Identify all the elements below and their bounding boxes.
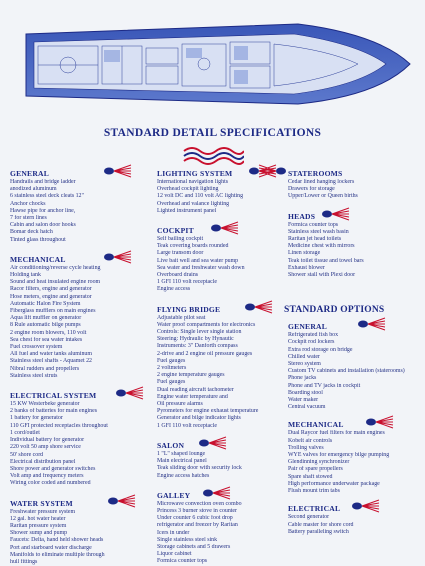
list-item: Drawers for storage <box>288 186 335 193</box>
list-item: Fiberglass mufflers on main engines <box>10 308 96 315</box>
list-item: Fuel gauges <box>157 379 186 386</box>
section-title: WATER SYSTEM <box>10 498 73 508</box>
list-item: Main electrical panel <box>157 458 207 465</box>
list-item: Single stainless steel sink <box>157 536 218 543</box>
list-item: Formica counter tops <box>157 558 208 565</box>
list-item: Central vacuum <box>288 404 326 411</box>
list-item: Teak covering boards rounded <box>157 243 229 250</box>
list-item: Water proof compartments for electronics <box>157 321 256 328</box>
list-item: Sea chest for sea water intakes <box>10 336 83 343</box>
flying-bridge-items <box>157 315 287 430</box>
list-item: Shower stall with Plexi door <box>288 272 356 279</box>
list-item: Formica counter tops <box>288 221 339 228</box>
mechanical-items <box>10 265 140 380</box>
section-title: MECHANICAL <box>10 254 66 264</box>
list-item: Hawse pipe for anchor line, <box>10 207 76 214</box>
list-item: Live bait well and sea water pump <box>157 257 239 264</box>
list-item: Adjustable pilot seat <box>157 314 206 321</box>
list-item: Trolling valves <box>288 444 324 451</box>
section-title: GENERAL <box>288 322 327 332</box>
spec-section-general <box>10 168 140 244</box>
lighting-items <box>157 179 287 215</box>
list-item: Pair of spare propellers <box>288 466 343 473</box>
section-title: LIGHTING SYSTEM <box>157 169 233 178</box>
spec-section-cockpit <box>157 225 287 294</box>
list-item: Stainless steel struts <box>10 372 58 379</box>
section-title: ELECTRICAL <box>288 504 341 514</box>
list-item: Spare shaft stowed <box>288 473 333 480</box>
list-item: Raritan jet head toilets <box>288 236 342 243</box>
list-item: Port and starboard water discharge <box>10 544 92 551</box>
list-item: Shower sump and pump <box>10 530 68 537</box>
staterooms-items <box>288 179 420 201</box>
list-item: Linen storage <box>288 250 321 257</box>
list-item: Raritan pressure system <box>10 522 67 529</box>
section-title: MECHANICAL <box>288 420 344 430</box>
list-item: 1 cord/outlet <box>10 429 40 436</box>
list-item: Custom TV cabinets and installation (staterooms) <box>288 368 405 375</box>
list-item: 1 GFI 110 volt receptacle <box>157 279 217 286</box>
list-item: Steering: Hydraulic by Hynautic <box>157 336 234 343</box>
list-item: Dual Raycor fuel filters for main engines <box>288 430 385 437</box>
list-item: Liquor cabinet <box>157 551 192 558</box>
spec-section-flying-bridge <box>157 304 287 430</box>
list-item: refrigerator and freezer by Raritan <box>157 522 238 529</box>
list-item: 220 volt 50 amp shore service <box>10 444 81 451</box>
option-section-mechanical <box>280 419 420 495</box>
list-item: Icers in under <box>157 529 190 536</box>
list-item: Engine access hatches <box>157 472 210 479</box>
list-item: Storage cabinets and 5 drawers <box>157 543 231 550</box>
spec-section-water <box>10 498 140 566</box>
list-item: Automatic Halon Fire System <box>10 300 81 307</box>
option-electrical-items <box>288 514 420 536</box>
salon-items <box>157 451 287 480</box>
list-item: Shore power and generator switches <box>10 465 96 472</box>
right-spec-column <box>280 168 420 536</box>
list-item: Self bailing cockpit <box>157 236 204 243</box>
fishing-lure-icon <box>243 300 273 314</box>
page-title: STANDARD DETAIL SPECIFICATIONS <box>103 127 322 139</box>
list-item: WYE valves for emergency bilge pumping <box>288 452 390 459</box>
option-mechanical-items <box>288 430 420 495</box>
list-item: Princess 3 burner stove in counter <box>157 507 237 514</box>
list-item: Nibral rudders and propellers <box>10 365 80 372</box>
cockpit-items <box>157 236 287 294</box>
list-item: 1 "L" shaped lounge <box>157 450 206 457</box>
section-title: HEADS <box>288 211 316 221</box>
list-item: Anchor chocks <box>10 200 46 207</box>
heads-items <box>288 222 420 280</box>
list-item: Kobelt air controls <box>288 437 333 444</box>
list-item: Second generator <box>288 514 330 521</box>
list-item: Stainless steel shafts - Aquamet 22 <box>10 358 92 365</box>
list-item: Individual battery for generator <box>10 437 85 444</box>
electrical-items <box>10 401 140 487</box>
list-item: Phone and TV jacks in cockpit <box>288 382 361 389</box>
list-item: 15 KW Westerbeke generator <box>10 401 80 408</box>
list-item: 8 Rule automatic bilge pumps <box>10 322 81 329</box>
list-item: Manifolds to eliminate multiple through <box>10 551 105 558</box>
list-item: Holding tank <box>10 272 41 279</box>
list-item: Handrails and bridge ladder <box>10 179 76 185</box>
list-item: International navigation lights <box>157 179 228 185</box>
list-item: Glendinning synchronizer <box>288 459 350 466</box>
list-item: Upper/Lower or Queen births <box>288 193 358 200</box>
spec-section-mechanical <box>10 254 140 380</box>
list-item: Sound and heat insulated engine room <box>10 279 101 286</box>
list-item: Water maker <box>288 397 319 404</box>
list-item: Lighted instrument panel <box>157 207 217 214</box>
section-title: COCKPIT <box>157 226 194 236</box>
deck-plan-icon <box>8 4 418 122</box>
list-item: Large transom door <box>157 250 204 257</box>
list-item: 1 battery for generator <box>10 415 63 422</box>
list-item: Aqua lift muffler on generator <box>10 315 82 322</box>
list-item: Oil pressure alarms <box>157 401 203 408</box>
section-title: STATEROOMS <box>288 169 343 178</box>
spec-section-galley <box>157 490 287 566</box>
list-item: Volt amp and frequency meters <box>10 473 84 480</box>
section-title: FLYING BRIDGE <box>157 304 221 314</box>
list-item: 12 volt DC and 110 volt AC lighting <box>157 193 244 200</box>
water-items <box>10 509 140 566</box>
fishing-lure-icon <box>102 164 132 178</box>
list-item: 12 gal. hot water heater <box>10 515 66 522</box>
list-item: 2 banks of batteries for main engines <box>10 408 98 415</box>
list-item: Dual reading aircraft tachometer <box>157 386 234 393</box>
list-item: 6 stainless steel deck cleats 12" <box>10 193 84 200</box>
list-item: Microwave convection oven combo <box>157 500 242 507</box>
option-section-general <box>280 321 420 411</box>
section-title: GENERAL <box>10 169 49 178</box>
fishing-lure-icon <box>320 207 350 221</box>
list-item: 2-drive and 2 engine oil pressure gauges <box>157 350 253 357</box>
list-item: Cable master for shore cord <box>288 521 354 528</box>
list-item: Controls: Single lever single station <box>157 329 242 336</box>
list-item: Fuel crossover system <box>10 344 63 351</box>
fishing-lure-icon <box>356 317 386 331</box>
list-item: 2 voltmeters <box>157 365 187 372</box>
list-item: 50' shore cord <box>10 451 44 458</box>
list-item: Teak sliding door with security lock <box>157 465 242 472</box>
list-item: Sea water and freshwater wash down <box>157 264 245 271</box>
section-title: ELECTRICAL SYSTEM <box>10 391 97 401</box>
list-item: Racor filters, engine and generator <box>10 286 92 293</box>
list-item: Hose meters, engine and generator <box>10 293 92 300</box>
section-title: SALON <box>157 440 185 450</box>
fishing-lure-icon <box>364 415 394 429</box>
list-item: Overhead cockpit lighting <box>157 186 219 193</box>
list-item: Cedar lined hanging lockers <box>288 179 355 185</box>
fishing-lure-icon <box>258 164 288 178</box>
list-item: Overboard drains <box>157 272 199 279</box>
list-item: 1 GFI 110 volt receptacle <box>157 422 217 429</box>
list-item: Medicine chest with mirrors <box>288 243 355 250</box>
list-item: All fuel and water tanks aluminum <box>10 351 92 358</box>
spec-section-electrical <box>10 390 140 487</box>
left-spec-column <box>10 168 140 566</box>
fishing-lure-icon <box>197 436 227 450</box>
fishing-lure-icon <box>114 386 144 400</box>
list-item: Overhead and valance lighting <box>157 200 230 207</box>
list-item: Under counter 6 cubic foot drop <box>157 515 233 522</box>
list-item: Wiring color coded and numbered <box>10 480 91 487</box>
list-item: Cockpit rod lockers <box>288 339 335 346</box>
list-item: High performance underwater package <box>288 480 380 487</box>
fishing-lure-icon <box>209 221 239 235</box>
list-item: Chilled water <box>288 353 320 360</box>
list-item: Bomar deck hatch <box>10 229 53 236</box>
list-item: Teak toilet tissue and towel bars <box>288 257 364 264</box>
list-item: Stereo system <box>288 361 321 368</box>
list-item: hull fittings <box>10 558 38 565</box>
list-item: 2 engine room blowers, 110 volt <box>10 329 87 336</box>
list-item: Stainless steel wash basin <box>288 228 349 235</box>
fishing-lure-icon <box>106 494 136 508</box>
list-item: Exhaust blower <box>288 264 325 271</box>
list-item: Boarding stool <box>288 389 323 396</box>
wave-ornament-icon <box>182 145 244 167</box>
option-general-items <box>288 332 420 411</box>
list-item: Tinted glass throughout <box>10 236 66 243</box>
list-item: Pyrometers for engine exhaust temperature <box>157 408 259 415</box>
list-item: 110 GFI protected receptacles throughout <box>10 422 108 429</box>
list-item: Electrical distribution panel <box>10 458 76 465</box>
fishing-lure-icon <box>102 250 132 264</box>
list-item: Fuel gauges <box>157 357 186 364</box>
list-item: Cabin and salon door hooks <box>10 222 76 229</box>
list-item: Flush mount trim tabs <box>288 488 340 495</box>
list-item: Battery paralleling switch <box>288 528 349 535</box>
list-item: 2 engine temperature gauges <box>157 372 225 379</box>
list-item: Refrigerated fish box <box>288 332 339 339</box>
section-title: GALLEY <box>157 490 191 500</box>
list-item: Air conditioning/reverse cycle heating <box>10 264 101 271</box>
options-title: STANDARD OPTIONS <box>284 305 385 316</box>
general-items <box>10 179 140 244</box>
spec-section-heads <box>280 211 420 280</box>
fishing-lure-icon <box>201 486 231 500</box>
list-item: Engine access <box>157 286 191 293</box>
list-item: 7 for stern lines <box>10 215 47 222</box>
list-item: Extra rod storage on bridge <box>288 346 353 353</box>
list-item: Instruments: 3" Danforth compass <box>157 343 238 350</box>
list-item: Phone jacks <box>288 375 317 382</box>
fishing-lure-icon <box>350 499 380 513</box>
list-item: anodized aluminum <box>10 186 57 193</box>
galley-items <box>157 501 287 566</box>
middle-spec-column <box>157 168 287 566</box>
spec-section-staterooms <box>280 168 420 201</box>
list-item: Engine water temperature and <box>157 393 228 400</box>
option-section-electrical <box>280 503 420 536</box>
spec-section-salon <box>157 440 287 480</box>
list-item: Generator and bilge indicator lights <box>157 415 241 422</box>
list-item: Faucets: Delta, hand held shower heads <box>10 537 104 544</box>
list-item: Freshwater pressure system <box>10 508 76 515</box>
